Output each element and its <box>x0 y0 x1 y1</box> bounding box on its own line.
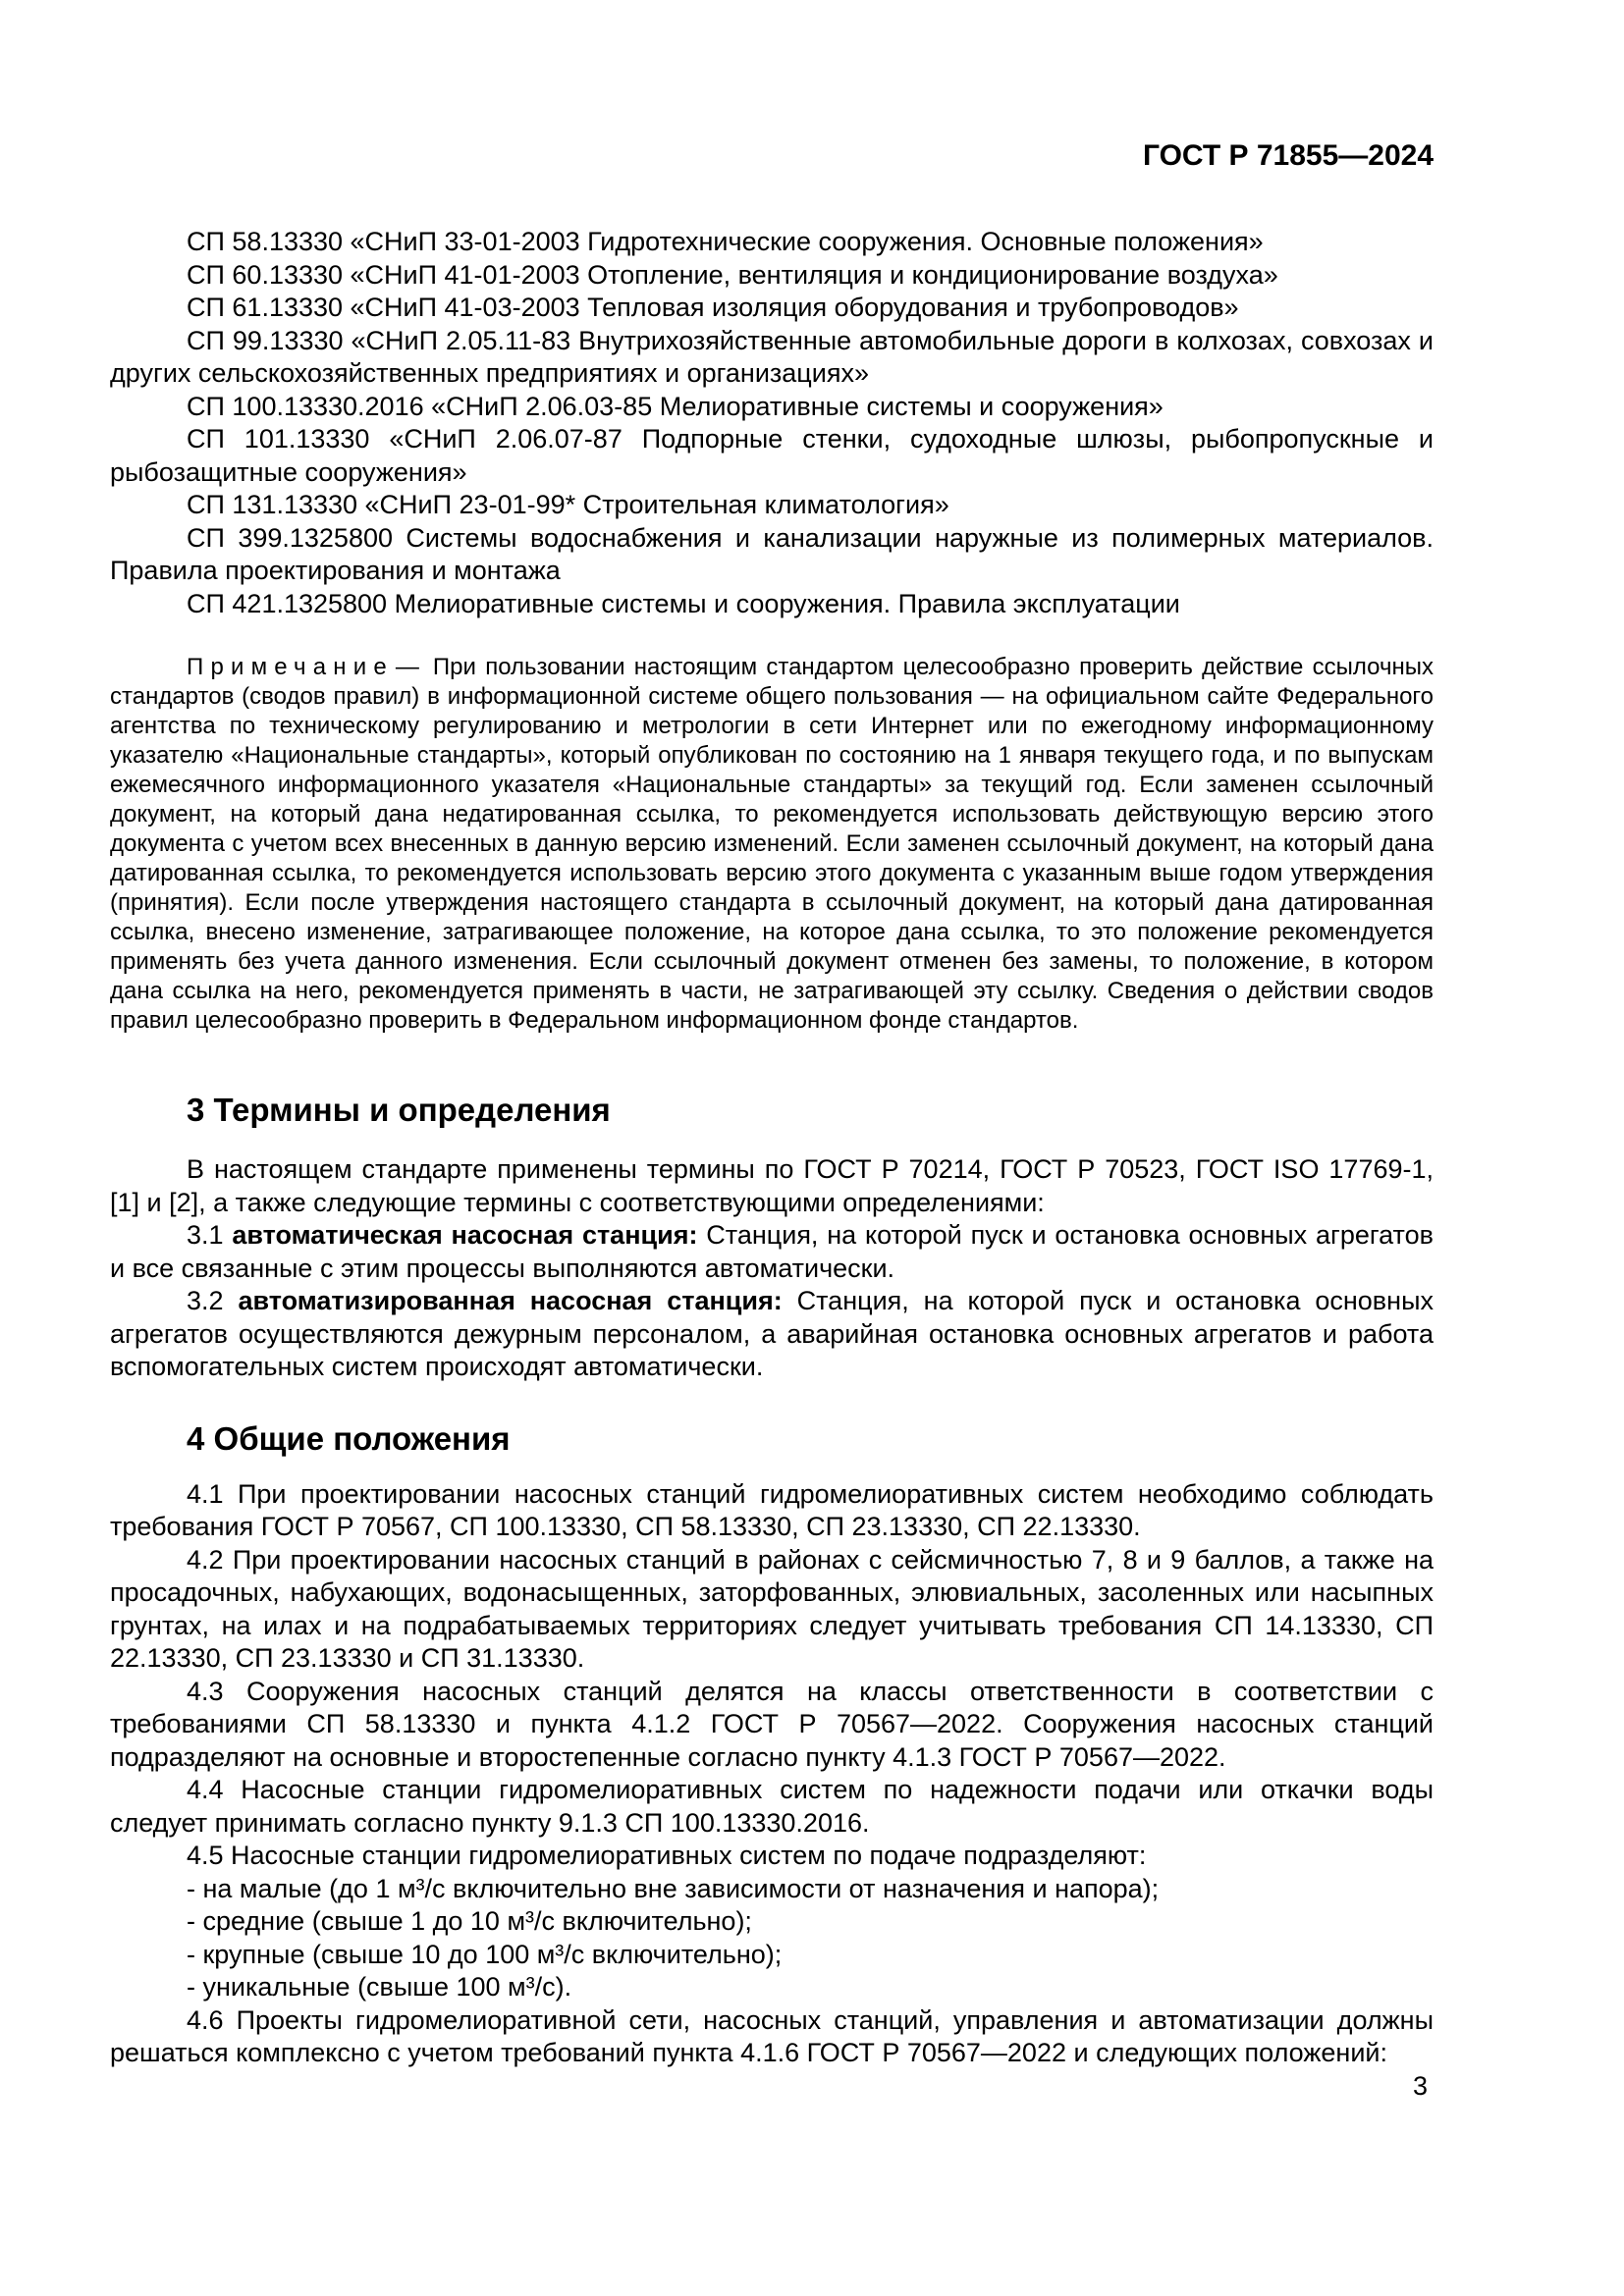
term-text: Станция, на которой пуск и остановка основных агрегатов и все связанные с этим процессы выполняются автоматически. <box>110 1220 1434 1283</box>
reference-item: СП 131.13330 «СНиП 23-01-99* Строительная климатология» <box>187 490 949 519</box>
section-3-intro: В настоящем стандарте применены термины по ГОСТ Р 70214, ГОСТ Р 70523, ГОСТ ISO 17769-1, [1] и [2], а также следующие термины с соответствующими определениями: <box>110 1154 1434 1217</box>
reference-item: СП 101.13330 «СНиП 2.06.07-87 Подпорные стенки, судоходные шлюзы, рыбопропускные и рыбозащитные сооружения» <box>110 424 1434 487</box>
standards-note <box>110 653 1434 1036</box>
clause-4-5: 4.5 Насосные станции гидромелиоративных систем по подаче подразделяют: <box>187 1841 1147 1870</box>
clause-4-2: 4.2 При проектировании насосных станций в районах с сейсмичностью 7, 8 и 9 баллов, а также на просадочных, набухающих, водонасыщенных, заторфованных, элювиальных, засоленных или насыпных грунтах, на илах и на подрабатываемых территориях следует учитывать требования СП 14.13330, СП 22.13330, СП 23.13330 и СП 31.13330. <box>110 1544 1434 1673</box>
bullet-item: - средние (свыше 1 до 10 м³/с включительно); <box>187 1906 752 1936</box>
bullet-item: - на малые (до 1 м³/с включительно вне зависимости от назначения и напора); <box>187 1873 1160 1903</box>
clause-4-1: 4.1 При проектировании насосных станций гидромелиоративных систем необходимо соблюдать требования ГОСТ Р 70567, СП 100.13330, СП 58.13330, СП 23.13330, СП 22.13330. <box>110 1478 1434 1541</box>
reference-item: СП 99.13330 «СНиП 2.05.11-83 Внутрихозяйственные автомобильные дороги в колхозах, совхозах и других сельскохозяйственных предприятиях и организациях» <box>110 325 1434 388</box>
term-number: 3.1 <box>187 1220 224 1250</box>
document-header: ГОСТ Р 71855—2024 <box>1142 139 1434 172</box>
references-list <box>110 226 1434 620</box>
section-4-heading: 4 Общие положения <box>187 1419 511 1457</box>
page-number: 3 <box>1412 2071 1428 2101</box>
reference-item: СП 421.1325800 Мелиоративные системы и сооружения. Правила эксплуатации <box>187 588 1180 618</box>
clause-4-4: 4.4 Насосные станции гидромелиоративных систем по надежности подачи или откачки воды следует принимать согласно пункту 9.1.3 СП 100.13330.2016. <box>110 1775 1434 1838</box>
term-definition-3-2 <box>110 1285 1434 1384</box>
reference-item: СП 60.13330 «СНиП 41-01-2003 Отопление, вентиляция и кондиционирование воздуха» <box>187 259 1278 290</box>
term-name: автоматическая насосная станция: <box>232 1220 698 1250</box>
reference-item: СП 61.13330 «СНиП 41-03-2003 Тепловая изоляция оборудования и трубопроводов» <box>187 293 1239 322</box>
section-3-heading: 3 Термины и определения <box>187 1092 611 1128</box>
term-text: Станция, на которой пуск и остановка основных агрегатов осуществляются дежурным персоналом, а аварийная остановка основных агрегатов и работа вспомогательных систем происходят автоматически. <box>110 1286 1434 1381</box>
reference-item: СП 100.13330.2016 «СНиП 2.06.03-85 Мелиоративные системы и сооружения» <box>187 391 1164 421</box>
clause-4-3: 4.3 Сооружения насосных станций делятся на классы ответственности в соответствии с требованиями СП 58.13330 и пункта 4.1.2 ГОСТ Р 70567—2022. Сооружения насосных станций подразделяют на основные и второстепенные согласно пункту 4.1.3 ГОСТ Р 70567—2022. <box>110 1676 1434 1772</box>
note-label: Примечание <box>187 654 394 680</box>
term-number: 3.2 <box>187 1286 224 1315</box>
term-definition-3-1 <box>110 1219 1434 1285</box>
note-text: При пользовании настоящим стандартом целесообразно проверить действие ссылочных стандартов (сводов правил) в информационной системе общего пользования — на официальном сайте Федерального агентства по техническому регулированию и метрологии в сети Интернет или по ежегодному информационному указателю «Национальные стандарты», который опубликован по состоянию на 1 января текущего года, и по выпускам ежемесячного информационного указателя «Национальные стандарты» за текущий год. Если заменен ссылочный документ, на который дана недатированная ссылка, то рекомендуется использовать действующую версию этого документа с учетом всех внесенных в данную версию изменений. Если заменен ссылочный документ, на который дана датированная ссылка, то рекомендуется использовать версию этого документа с указанным выше годом утверждения (принятия). Если после утверждения настоящего стандарта в ссылочный документ, на который дана датированная ссылка, внесено изменение, затрагивающее положение, на которое дана ссылка, то это положение рекомендуется применять без учета данного изменения. Если ссылочный документ отменен без замены, то положение, в котором дана ссылка на него, рекомендуется применять в части, не затрагивающей эту ссылку. Сведения о действии сводов правил целесообразно проверить в Федеральном информационном фонде стандартов. <box>110 654 1434 1034</box>
clause-4-6: 4.6 Проекты гидромелиоративной сети, насосных станций, управления и автоматизации должны решаться комплексно с учетом требований пункта 4.1.6 ГОСТ Р 70567—2022 и следующих положений: <box>110 2004 1434 2067</box>
reference-item: СП 399.1325800 Системы водоснабжения и канализации наружные из полимерных материалов. Правила проектирования и монтажа <box>110 522 1434 585</box>
reference-item: СП 58.13330 «СНиП 33-01-2003 Гидротехнические сооружения. Основные положения» <box>187 227 1264 256</box>
note-dash: — <box>395 654 419 680</box>
bullet-item: - крупные (свыше 10 до 100 м³/с включительно); <box>187 1939 783 1969</box>
term-name: автоматизированная насосная станция: <box>238 1286 783 1315</box>
bullet-item: - уникальные (свыше 100 м³/с). <box>187 1972 572 2002</box>
